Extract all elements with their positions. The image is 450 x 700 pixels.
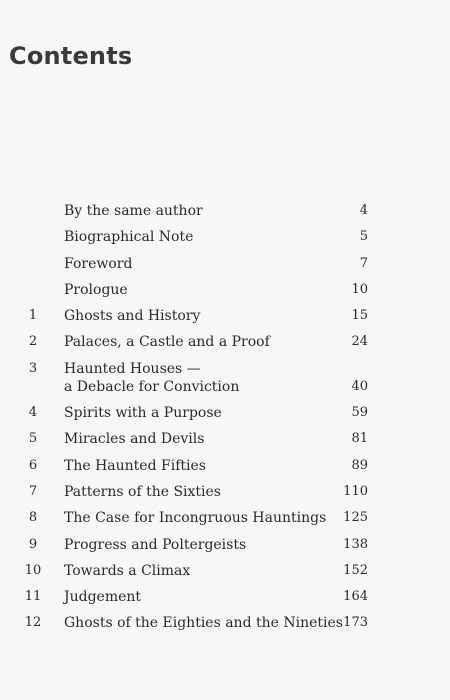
page-number: 89 — [351, 458, 368, 473]
chapter-title: Palaces, a Castle and a Proof — [64, 334, 270, 350]
chapter-number: 3 — [28, 361, 38, 376]
chapter-number: 6 — [28, 458, 38, 473]
page-number: 10 — [351, 282, 368, 297]
chapter-title: Judgement — [64, 589, 142, 605]
chapter-title: Foreword — [64, 256, 133, 272]
chapter-title: Progress and Poltergeists — [64, 537, 247, 553]
chapter-title: Ghosts of the Eighties and the Nineties — [64, 615, 343, 631]
chapter-title-line-1: Haunted Houses — — [64, 361, 201, 377]
chapter-title: By the same author — [64, 203, 203, 219]
chapter-title: The Haunted Fifties — [64, 458, 206, 474]
page-number: 152 — [343, 563, 368, 578]
chapter-number: 8 — [28, 510, 38, 525]
page-number: 7 — [359, 256, 368, 271]
page-number: 164 — [343, 589, 368, 604]
page-number: 24 — [351, 334, 368, 349]
chapter-title-line-2: a Debacle for Conviction — [64, 379, 240, 395]
chapter-title: Biographical Note — [64, 229, 194, 245]
page-number: 5 — [359, 229, 368, 244]
chapter-number: 7 — [28, 484, 38, 499]
chapter-number: 12 — [24, 615, 42, 630]
chapter-number: 11 — [24, 589, 42, 604]
chapter-title: Patterns of the Sixties — [64, 484, 221, 500]
page-number: 59 — [351, 405, 368, 420]
chapter-title: Spirits with a Purpose — [64, 405, 222, 421]
page-number: 110 — [343, 484, 368, 499]
page-title: Contents — [9, 42, 133, 70]
chapter-title — [64, 360, 324, 396]
chapter-title: The Case for Incongruous Hauntings — [64, 510, 327, 526]
toc-entry — [0, 360, 450, 396]
chapter-number: 5 — [28, 431, 38, 446]
page-number: 40 — [351, 379, 368, 394]
page-number: 81 — [351, 431, 368, 446]
page-number: 138 — [343, 537, 368, 552]
page-number: 15 — [351, 308, 368, 323]
chapter-title: Towards a Climax — [64, 563, 191, 579]
page-number: 173 — [343, 615, 368, 630]
chapter-number: 2 — [28, 334, 38, 349]
chapter-title: Ghosts and History — [64, 308, 201, 324]
chapter-title: Prologue — [64, 282, 128, 298]
chapter-number: 1 — [28, 308, 38, 323]
chapter-number: 9 — [28, 537, 38, 552]
chapter-number: 10 — [24, 563, 42, 578]
page-number: 125 — [343, 510, 368, 525]
page-number: 4 — [359, 203, 368, 218]
chapter-number: 4 — [28, 405, 38, 420]
chapter-title: Miracles and Devils — [64, 431, 205, 447]
